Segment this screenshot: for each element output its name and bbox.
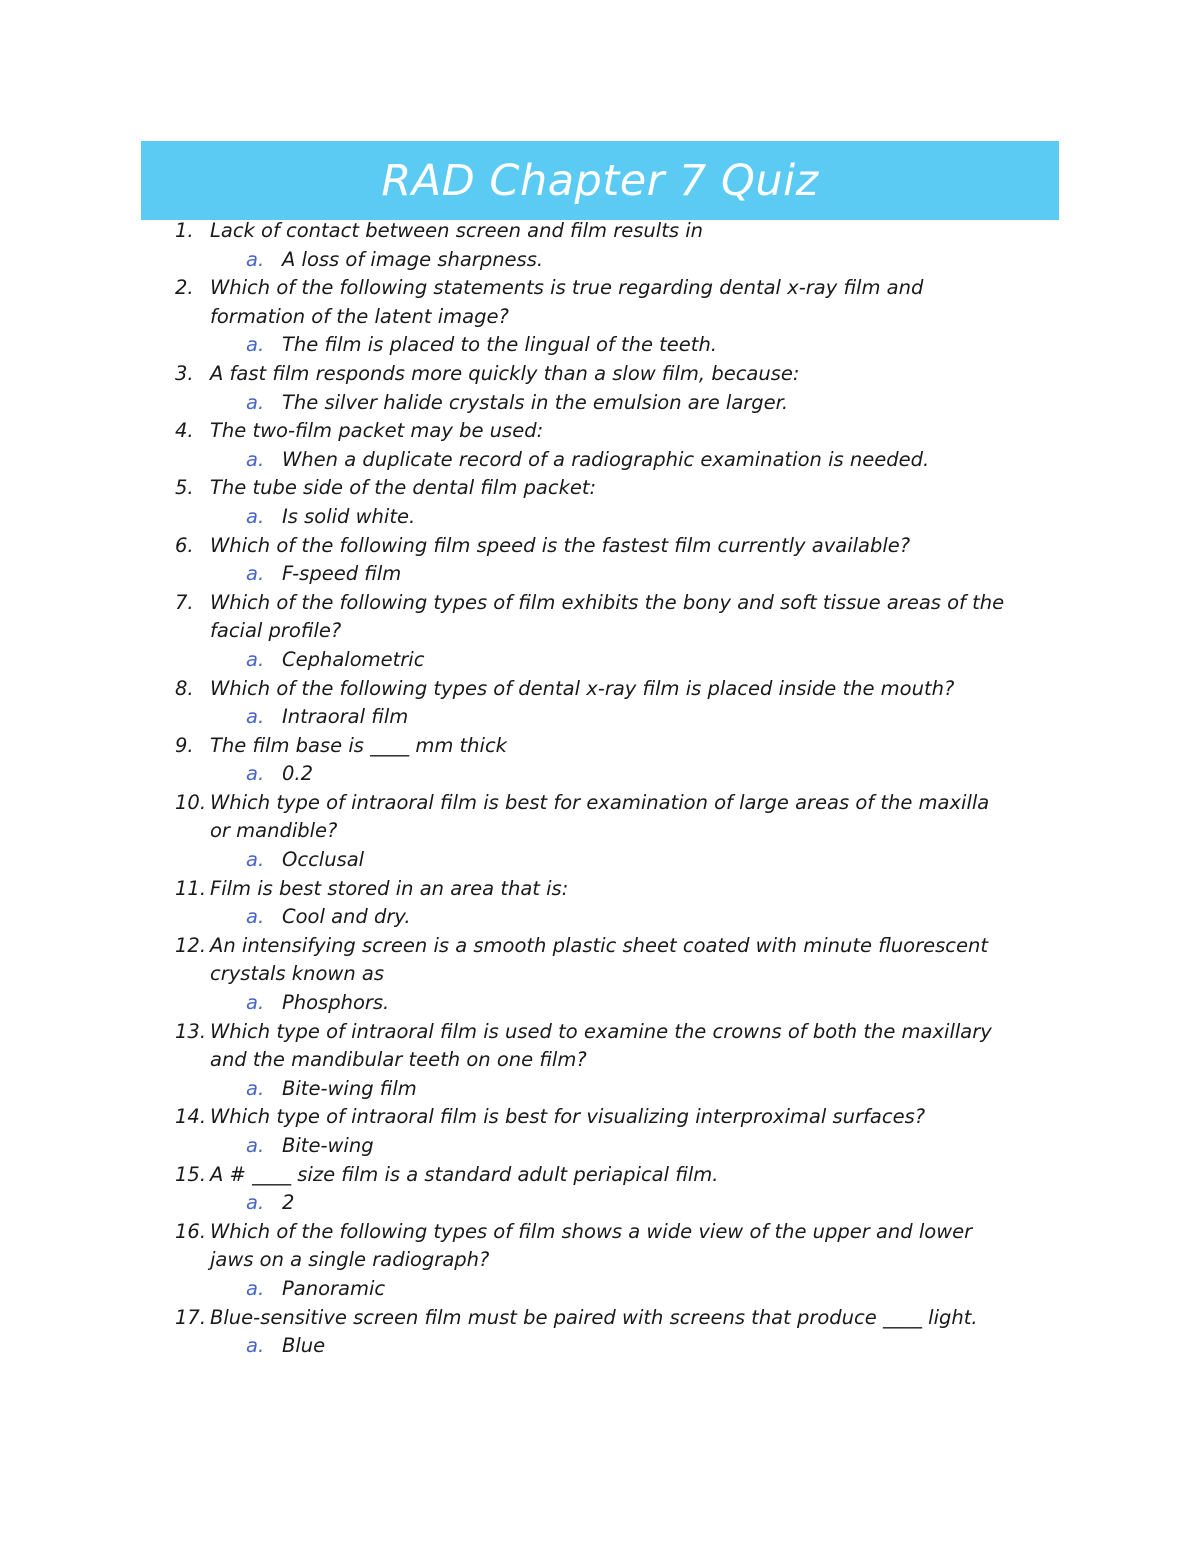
question-number: 11. xyxy=(175,876,207,900)
answer-line xyxy=(0,560,1200,589)
quiz-question xyxy=(0,932,1200,1018)
question-text: or mandible? xyxy=(210,819,338,843)
quiz-question xyxy=(0,875,1200,932)
answer-letter: a. xyxy=(246,247,265,271)
question-number: 1. xyxy=(175,219,194,242)
question-text: A fast film responds more quickly than a slow film, because: xyxy=(210,361,800,385)
quiz-question xyxy=(0,732,1200,789)
question-text: and the mandibular teeth on one film? xyxy=(210,1048,587,1072)
quiz-question xyxy=(0,1304,1200,1361)
answer-line xyxy=(0,846,1200,875)
answer-text: Bite-wing film xyxy=(282,1076,417,1100)
question-text: facial profile? xyxy=(210,619,342,643)
answer-letter: a. xyxy=(246,390,265,414)
question-line xyxy=(0,1161,1200,1190)
answer-text: Is solid white. xyxy=(282,504,416,528)
answer-letter: a. xyxy=(246,991,265,1015)
answer-line xyxy=(0,703,1200,732)
quiz-list xyxy=(0,217,1200,1361)
quiz-question xyxy=(0,274,1200,360)
quiz-question xyxy=(0,589,1200,675)
question-line xyxy=(0,789,1200,818)
question-line xyxy=(0,474,1200,503)
question-text: Which of the following film speed is the fastest film currently available? xyxy=(210,533,911,557)
answer-text: Panoramic xyxy=(282,1276,386,1300)
question-number: 8. xyxy=(175,676,194,700)
question-line xyxy=(0,417,1200,446)
answer-letter: a. xyxy=(246,848,265,872)
quiz-question xyxy=(0,1161,1200,1218)
title-banner xyxy=(141,141,1059,220)
answer-text: A loss of image sharpness. xyxy=(282,247,544,271)
question-line xyxy=(0,1018,1200,1047)
question-line xyxy=(0,1304,1200,1333)
answer-line xyxy=(0,1132,1200,1161)
question-line xyxy=(0,732,1200,761)
question-line xyxy=(0,1103,1200,1132)
question-line xyxy=(0,217,1200,246)
question-line xyxy=(0,303,1200,332)
question-text: Which of the following statements is true regarding dental x-ray film and xyxy=(210,276,924,300)
question-line xyxy=(0,675,1200,704)
question-line xyxy=(0,1218,1200,1247)
answer-line xyxy=(0,1332,1200,1361)
question-text: Lack of contact between screen and film results in xyxy=(210,219,703,242)
answer-line xyxy=(0,503,1200,532)
quiz-question xyxy=(0,417,1200,474)
question-text: The tube side of the dental film packet: xyxy=(210,476,597,500)
question-text: Which type of intraoral film is best for visualizing interproximal surfaces? xyxy=(210,1105,926,1129)
question-text: Which of the following types of film shows a wide view of the upper and lower xyxy=(210,1219,973,1243)
answer-text: Occlusal xyxy=(282,848,365,872)
answer-text: Phosphors. xyxy=(282,991,390,1015)
answer-line xyxy=(0,903,1200,932)
question-number: 5. xyxy=(175,476,194,500)
answer-letter: a. xyxy=(246,504,265,528)
answer-text: F-speed film xyxy=(282,562,402,586)
answer-letter: a. xyxy=(246,1191,265,1215)
question-number: 16. xyxy=(175,1219,207,1243)
answer-line xyxy=(0,246,1200,275)
question-text: crystals known as xyxy=(210,962,385,986)
answer-line xyxy=(0,446,1200,475)
quiz-question xyxy=(0,1103,1200,1160)
quiz-question xyxy=(0,532,1200,589)
question-text: Which type of intraoral film is used to examine the crowns of both the maxillary xyxy=(210,1019,992,1043)
quiz-question xyxy=(0,217,1200,274)
question-number: 10. xyxy=(175,790,207,814)
question-text: A # ____ size film is a standard adult periapical film. xyxy=(210,1162,719,1186)
answer-line xyxy=(0,1075,1200,1104)
question-number: 14. xyxy=(175,1105,207,1129)
question-number: 17. xyxy=(175,1305,207,1329)
answer-letter: a. xyxy=(246,1134,265,1157)
quiz-question xyxy=(0,474,1200,531)
answer-line xyxy=(0,389,1200,418)
answer-text: The film is placed to the lingual of the teeth. xyxy=(282,333,717,357)
question-line xyxy=(0,1246,1200,1275)
answer-text: Bite-wing xyxy=(282,1134,374,1157)
question-number: 3. xyxy=(175,361,194,385)
answer-letter: a. xyxy=(246,562,265,586)
question-text: Which of the following types of dental x-ray film is placed inside the mouth? xyxy=(210,676,955,700)
quiz-question xyxy=(0,360,1200,417)
answer-line xyxy=(0,989,1200,1018)
answer-letter: a. xyxy=(246,333,265,357)
question-number: 12. xyxy=(175,933,207,957)
quiz-question xyxy=(0,675,1200,732)
question-line xyxy=(0,817,1200,846)
question-line xyxy=(0,274,1200,303)
answer-letter: a. xyxy=(246,705,265,729)
answer-text: Intraoral film xyxy=(282,705,409,729)
question-text: The film base is ____ mm thick xyxy=(210,733,507,757)
question-number: 9. xyxy=(175,733,194,757)
answer-text: Cool and dry. xyxy=(282,905,411,929)
question-line xyxy=(0,875,1200,904)
question-text: Which of the following types of film exhibits the bony and soft tissue areas of the xyxy=(210,590,1005,614)
quiz-question xyxy=(0,789,1200,875)
question-text: Which type of intraoral film is best for examination of large areas of the maxilla xyxy=(210,790,990,814)
quiz-question xyxy=(0,1018,1200,1104)
question-text: Film is best stored in an area that is: xyxy=(210,876,569,900)
answer-line xyxy=(0,331,1200,360)
question-line xyxy=(0,1046,1200,1075)
answer-text: Blue xyxy=(282,1334,326,1358)
answer-text: When a duplicate record of a radiographic examination is needed. xyxy=(282,447,930,471)
answer-letter: a. xyxy=(246,1276,265,1300)
question-text: The two-film packet may be used: xyxy=(210,419,544,443)
answer-line xyxy=(0,1189,1200,1218)
answer-letter: a. xyxy=(246,647,265,671)
question-number: 6. xyxy=(175,533,194,557)
answer-text: 0.2 xyxy=(282,762,314,786)
quiz-question xyxy=(0,1218,1200,1304)
question-text: Blue-sensitive screen film must be paired with screens that produce ____ light. xyxy=(210,1305,978,1329)
question-line xyxy=(0,589,1200,618)
question-line xyxy=(0,932,1200,961)
answer-letter: a. xyxy=(246,905,265,929)
question-text: An intensifying screen is a smooth plastic sheet coated with minute fluorescent xyxy=(210,933,988,957)
page-title: RAD Chapter 7 Quiz xyxy=(381,155,819,206)
question-number: 2. xyxy=(175,276,194,300)
answer-line xyxy=(0,1275,1200,1304)
question-number: 15. xyxy=(175,1162,207,1186)
answer-text: Cephalometric xyxy=(282,647,425,671)
question-text: formation of the latent image? xyxy=(210,304,509,328)
question-line xyxy=(0,960,1200,989)
question-number: 7. xyxy=(175,590,194,614)
answer-letter: a. xyxy=(246,1334,265,1358)
question-line xyxy=(0,617,1200,646)
question-line xyxy=(0,532,1200,561)
answer-text: The silver halide crystals in the emulsion are larger. xyxy=(282,390,789,414)
answer-letter: a. xyxy=(246,447,265,471)
answer-letter: a. xyxy=(246,762,265,786)
question-text: jaws on a single radiograph? xyxy=(210,1248,490,1272)
answer-letter: a. xyxy=(246,1076,265,1100)
answer-text: 2 xyxy=(282,1191,295,1215)
answer-line xyxy=(0,646,1200,675)
question-number: 13. xyxy=(175,1019,207,1043)
answer-line xyxy=(0,760,1200,789)
question-number: 4. xyxy=(175,419,194,443)
question-line xyxy=(0,360,1200,389)
